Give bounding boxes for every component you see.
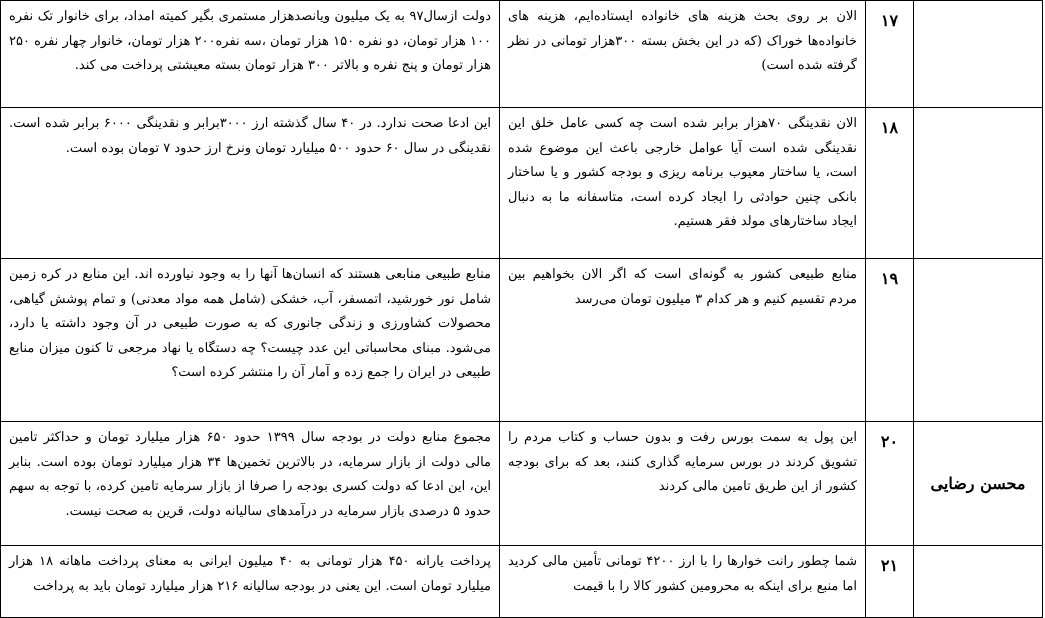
speaker-name: محسن رضایی bbox=[930, 474, 1026, 494]
claim-cell bbox=[500, 546, 866, 618]
claim-cell bbox=[500, 1, 866, 108]
speaker-cell bbox=[914, 1, 1043, 108]
response-cell bbox=[1, 108, 500, 259]
response-text: پرداخت یارانه ۴۵۰ هزار تومانی به ۴۰ میلیون ایرانی به معنای پرداخت ماهانه ۱۸ هزار میلیارد تومان است. این یعنی در بودجه سالیانه ۲۱۶ هزار میلیارد تومان باید به پرداخت bbox=[9, 554, 491, 594]
row-number: ۲۰ bbox=[866, 422, 914, 546]
claim-text: منابع طبیعی کشور به گونه‌ای است که اگر الان بخواهیم بین مردم تقسیم کنیم و هر کدام ۳ میلیون تومان می‌رسد bbox=[508, 267, 857, 307]
table-row bbox=[1, 1, 1043, 108]
response-text: این ادعا صحت ندارد. در ۴۰ سال گذشته ارز ۳۰۰۰برابر و نقدینگی ۶۰۰۰ برابر شده است. نقدینگی در سال ۶۰ حدود ۵۰۰ میلیارد تومان ونرخ ارز حدود ۷ تومان بوده است. bbox=[9, 116, 492, 156]
claim-text: الان نقدینگی ۷۰هزار برابر شده است چه کسی عامل خلق این نقدینگی شده است آیا عوامل خارجی باعث این موضوع شده است، یا ساختار معیوب برنامه ریزی و بودجه کشور و یا ساختار بانکی چنین حوادثی را ایجاد کرده است، متاسفانه ما به دنبال ایجاد ساختارهای مولد فقر هستیم. bbox=[508, 116, 857, 230]
response-cell bbox=[1, 546, 500, 618]
table-row bbox=[1, 546, 1043, 618]
speaker-cell bbox=[914, 546, 1043, 618]
response-text: منابع طبیعی منابعی هستند که انسان‌ها آنها را به وجود نیاورده اند. این منابع در کره زمین شامل نور خورشید، اتمسفر، آب، خشکی (شامل همه مواد معدنی) و تمام پوشش گیاهی، محصولات کشاورزی و زندگی جانوری که به صورت طبیعی در آن وجود داشته یا دارد، می‌شود. مبنای محاسباتی این عدد چیست؟ چه دستگاه یا نهاد مرجعی تا کنون میزان منابع طبیعی در ایران را جمع زده و آمار آن را منتشر کرده است؟ bbox=[9, 267, 491, 381]
response-text: دولت ازسال۹۷ به یک میلیون ویانصدهزار مستمری بگیر کمیته امداد، برای خانوار تک نفره ۱۰۰ هزار تومان، دو نفره ۱۵۰ هزار تومان ،سه نفره۲۰۰ هزار تومان، خانوار چهار نفره ۲۵۰ هزار تومان و پنج نفره و بالاتر ۳۰۰ هزار تومان بسته معیشتی پرداخت می کند. bbox=[9, 9, 491, 74]
claim-text: شما چطور رانت خوارها را با ارز ۴۲۰۰ تومانی تأمین مالی کردید اما منبع برای اینکه به محرومین کشور کالا را با قیمت bbox=[508, 554, 857, 594]
response-cell bbox=[1, 259, 500, 422]
claim-cell bbox=[500, 108, 866, 259]
speaker-cell bbox=[914, 422, 1043, 546]
table-row bbox=[1, 108, 1043, 259]
response-text: مجموع منابع دولت در بودجه سال ۱۳۹۹ حدود ۶۵۰ هزار میلیارد تومان و حداکثر تامین مالی دولت از بازار سرمایه، در بالاترین تخمین‌ها ۳۴ هزار میلیارد تومان بوده است. بنابر این، این ادعا که دولت کسری بودجه را صرفا از بازار سرمایه تامین کرده، با توجه به سهم حدود ۵ درصدی بازار سرمایه در درآمدهای سالیانه دولت، قرین به صحت نیست. bbox=[9, 430, 491, 519]
claim-cell bbox=[500, 259, 866, 422]
row-number: ۱۸ bbox=[866, 108, 914, 259]
response-cell bbox=[1, 1, 500, 108]
speaker-cell bbox=[914, 108, 1043, 259]
response-cell bbox=[1, 422, 500, 546]
claim-cell bbox=[500, 422, 866, 546]
claim-text: الان بر روی بحث هزینه های خانواده ایستاده‌ایم، هزینه های خانواده‌ها خوراک (که در این بخش بسته ۳۰۰هزار تومانی در نظر گرفته شده است) bbox=[508, 9, 857, 74]
table-row bbox=[1, 422, 1043, 546]
row-number: ۱۷ bbox=[866, 1, 914, 108]
row-number: ۲۱ bbox=[866, 546, 914, 618]
table-row bbox=[1, 259, 1043, 422]
speaker-cell bbox=[914, 259, 1043, 422]
claim-text: این پول به سمت بورس رفت و بدون حساب و کتاب مردم را تشویق کردند در بورس سرمایه گذاری کنند، بعد که برای بودجه کشور از این طریق تامین مالی کردند bbox=[508, 430, 857, 495]
row-number: ۱۹ bbox=[866, 259, 914, 422]
